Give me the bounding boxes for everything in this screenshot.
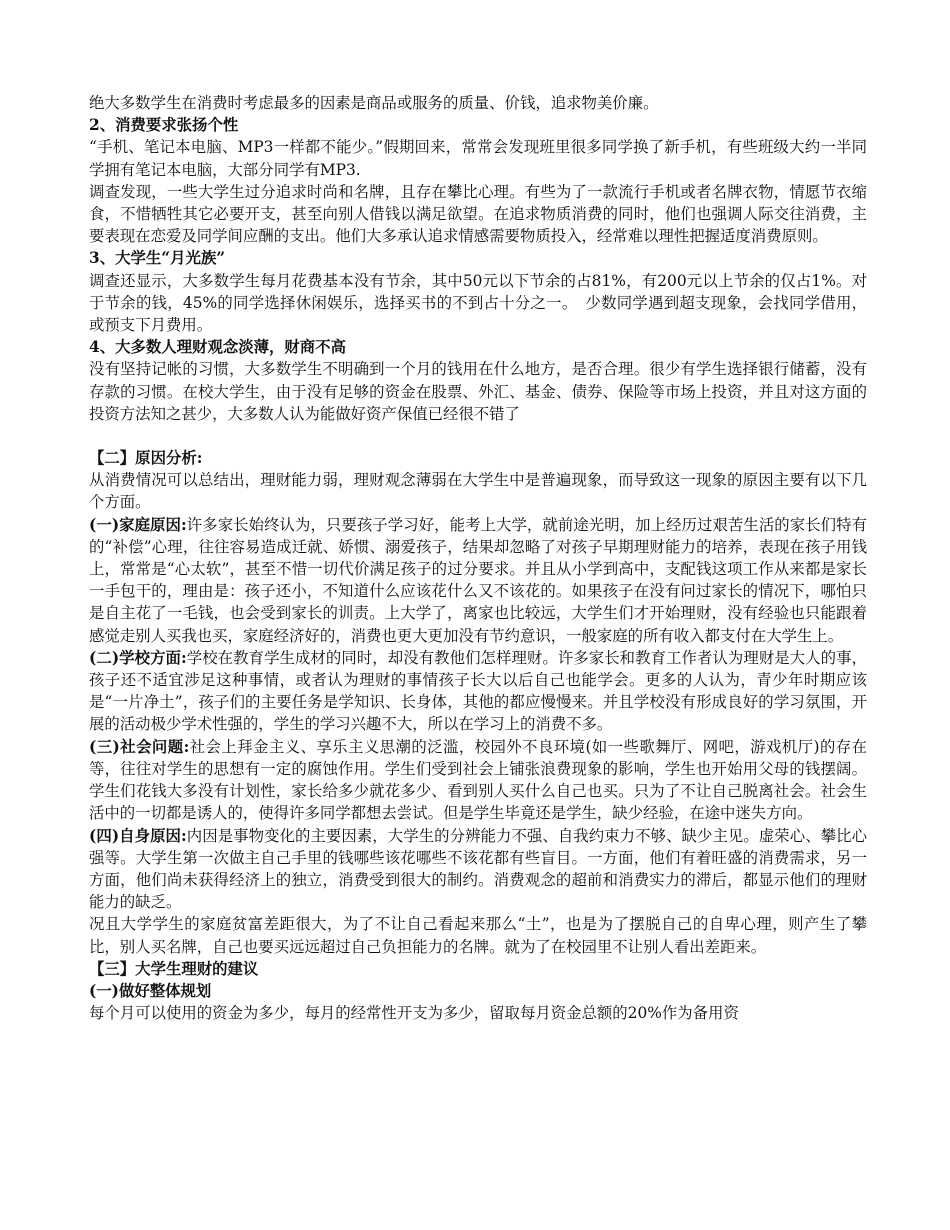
item-heading-personality: 2、消费要求张扬个性 [89, 116, 239, 135]
document-page [89, 92, 867, 1024]
cause-lead: (二)学校方面: [89, 648, 187, 667]
item-heading-finance-awareness: 4、大多数人理财观念淡薄，财商不高 [89, 338, 346, 357]
cause-paragraph-society [89, 736, 867, 825]
subsection-title-planning: (一)做好整体规划 [89, 981, 212, 1000]
section-title-suggestions: 【三】大学生理财的建议 [89, 959, 259, 978]
cause-lead: (三)社会问题: [89, 737, 190, 756]
intro-line: 绝大多数学生在消费时考虑最多的因素是商品或服务的质量、价钱，追求物美价廉。 [89, 94, 659, 112]
cause-paragraph-self [89, 825, 867, 914]
subsection-text: 每个月可以使用的资金为多少，每月的经常性开支为多少，留取每月资金总额的20%作为备用资 [89, 1004, 739, 1023]
cause-lead: (四)自身原因: [89, 826, 187, 845]
cause-lead: (一)家庭原因: [89, 515, 187, 534]
cause-text: 内因是事物变化的主要因素，大学生的分辨能力不强、自我约束力不够、缺少主见。虚荣心、攀比心强等。大学生第一次做主自己手里的钱哪些该花哪些不该花都有些盲目。一方面，他们有着旺盛的消费需求，另一方面，他们尚未获得经济上的独立，消费受到很大的制约。消费观念的超前和消费实力的滞后，都显示他们的理财能力的缺乏。 [89, 826, 867, 912]
item-paragraph: 没有坚持记帐的习惯，大多数学生不明确到一个月的钱用在什么地方，是否合理。很少有学生选择银行储蓄，没有存款的习惯。在校大学生，由于没有足够的资金在股票、外汇、基金、债券、保险等市场上投资，并且对这方面的投资方法知之甚少，大多数人认为能做好资产保值已经很不错了 [89, 360, 867, 423]
cause-paragraph-school [89, 647, 867, 736]
cause-text: 许多家长始终认为，只要孩子学习好，能考上大学，就前途光明，加上经历过艰苦生活的家长们特有的“补偿”心理，往往容易造成迁就、娇惯、溺爱孩子，结果却忽略了对孩子早期理财能力的培养，表现在孩子用钱上，常常是“心太软”，甚至不惜一切代价满足孩子的过分要求。并且从小学到高中，支配钱这项工作从来都是家长一手包干的，理由是：孩子还小，不知道什么应该花什么又不该花的。如果孩子在没有问过家长的情况下，哪怕只是自主花了一毛钱，也会受到家长的训责。上大学了，离家也比较远，大学生们才开始理财，没有经验也只能跟着感觉走别人买我也买，家庭经济好的，消费也更大更加没有节约意识，一般家庭的所有收入都支付在大学生上。 [89, 515, 867, 645]
cause-paragraph-family [89, 514, 867, 647]
section-title-causes: 【二】原因分析: [89, 449, 203, 468]
item-paragraph: “手机、笔记本电脑、MP3一样都不能少。”假期回来，常常会发现班里很多同学换了新手机，有些班级大约一半同学拥有笔记本电脑，大部分同学有MP3. [89, 138, 867, 179]
blank-line [89, 425, 867, 447]
item-heading-moonlight: 3、大学生“月光族” [89, 249, 226, 268]
item-paragraph: 调查发现，一些大学生过分追求时尚和名牌，且存在攀比心理。有些为了一款流行手机或者名牌衣物，情愿节衣缩食，不惜牺牲其它必要开支，甚至向别人借钱以满足欲望。在追求物质消费的同时，他们也强调人际交往消费，主要表现在恋爱及同学间应酬的支出。他们大多承认追求情感需要物质投入，经常难以理性把握适度消费原则。 [89, 182, 867, 246]
section-intro: 从消费情况可以总结出，理财能力弱，理财观念薄弱在大学生中是普遍现象，而导致这一现象的原因主要有以下几个方面。 [89, 471, 867, 512]
closing-paragraph: 况且大学学生的家庭贫富差距很大，为了不让自己看起来那么“土”，也是为了摆脱自己的自卑心理，则产生了攀比，别人买名牌，自己也要买远远超过自己负担能力的名牌。就为了在校园里不让别人看出差距来。 [89, 915, 867, 956]
cause-text: 学校在教育学生成材的同时，却没有教他们怎样理财。许多家长和教育工作者认为理财是大人的事，孩子还不适宜涉足这种事情，或者认为理财的事情孩子长大以后自己也能学会。更多的人认为，青少年时期应该是“一片净土”，孩子们的主要任务是学知识、长身体，其他的都应慢慢来。并且学校没有形成良好的学习氛围，开展的活动极少学术性强的，学生的学习兴趣不大，所以在学习上的消费不多。 [89, 648, 867, 734]
item-paragraph: 调查还显示，大多数学生每月花费基本没有节余，其中50元以下节余的占81%，有200元以上节余的仅占1%。对于节余的钱，45%的同学选择休闲娱乐，选择买书的不到占十分之一。 少数同学遇到超支现象，会找同学借用，或预支下月费用。 [89, 271, 867, 335]
cause-text: 社会上拜金主义、享乐主义思潮的泛滥，校园外不良环境(如一些歌舞厅、网吧，游戏机厅)的存在等，往往对学生的思想有一定的腐蚀作用。学生们受到社会上铺张浪费现象的影响，学生也开始用父母的钱摆阔。学生们花钱大多没有计划性，家长给多少就花多少、看到别人买什么自己也买。只为了不让自己脱离社会。社会生活中的一切都是诱人的，使得许多同学都想去尝试。但是学生毕竟还是学生，缺少经验，在途中迷失方向。 [89, 737, 868, 823]
